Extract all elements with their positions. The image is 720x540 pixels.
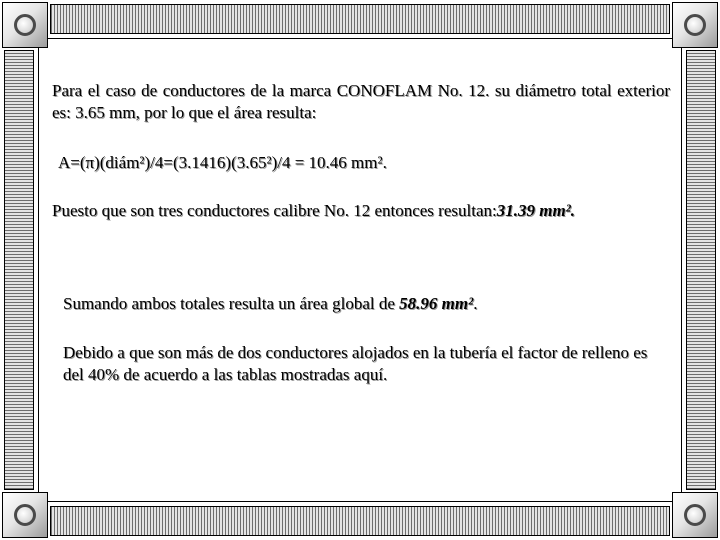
result-value: 58.96 mm² <box>399 294 474 313</box>
circle-icon <box>14 504 36 526</box>
area-formula: A=(π)(diám²)/4=(3.1416)(3.65²)/4 = 10.46 mm². <box>58 153 387 172</box>
paragraph-text: Sumando ambos totales resulta un área global de <box>63 294 400 313</box>
period: . <box>473 294 478 313</box>
frame-bottom-bar <box>50 506 670 536</box>
corner-top-left <box>2 2 48 48</box>
paragraph-three-conductors <box>52 200 672 222</box>
circle-icon <box>684 14 706 36</box>
result-value: 31.39 mm². <box>496 201 576 220</box>
paragraph-conductor-diameter: Para el caso de conductores de la marca CONOFLAM No. 12. su diámetro total exterior es: 3.65 mm, por lo que el área resulta: <box>52 81 670 122</box>
frame-right-bar <box>686 50 716 490</box>
paragraph-fill-factor: Debido a que son más de dos conductores alojados en la tubería el factor de relleno es del 40% de acuerdo a las tablas mostradas aquí. <box>63 343 648 384</box>
corner-top-right <box>672 2 718 48</box>
frame-top-bar <box>50 4 670 34</box>
paragraph-global-area <box>63 293 663 315</box>
paragraph-text: Puesto que son tres conductores calibre No. 12 entonces resultan: <box>52 201 497 220</box>
corner-bottom-left <box>2 492 48 538</box>
frame-left-bar <box>4 50 34 490</box>
circle-icon <box>14 14 36 36</box>
corner-bottom-right <box>672 492 718 538</box>
circle-icon <box>684 504 706 526</box>
